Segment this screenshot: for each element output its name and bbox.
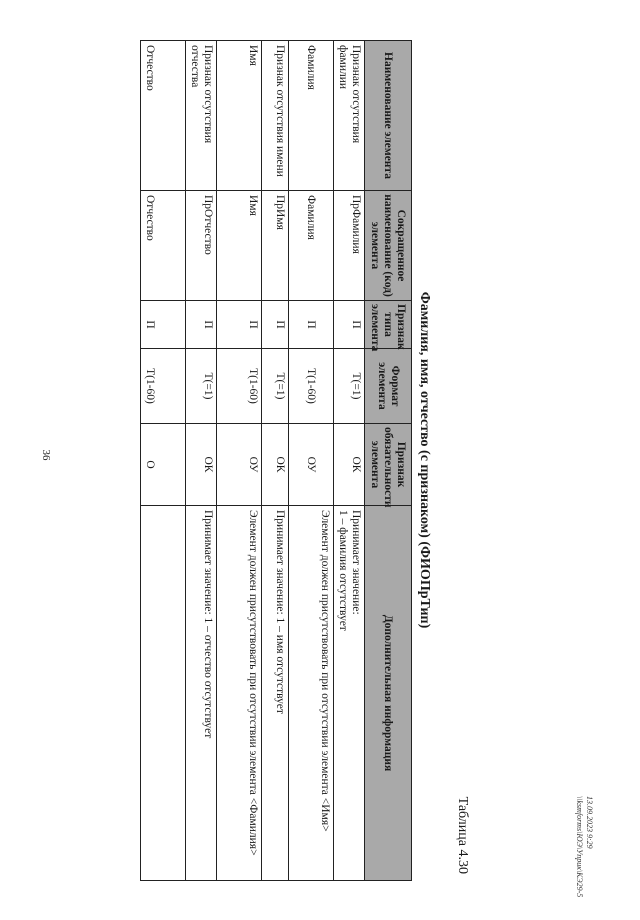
cell-required: ОК [262,424,289,506]
table-title: Фамилия, имя, отчество (с признаком) (ФИОПрТип) [417,291,432,629]
cell-info: Принимает значение: 1 – имя отсутствует [262,506,289,881]
info-line: 1 – фамилия отсутствует [337,510,349,631]
cell-info: Элемент должен присутствовать при отсутствии элемента <Имя> [289,506,334,881]
cell-format: T(1-60) [289,349,334,424]
cell-type: П [141,301,186,349]
header-element-format: Формат элемента [365,349,412,424]
cell-type: П [217,301,262,349]
cell-name: Признак отсутствия имени [262,41,289,191]
cell-type: П [262,301,289,349]
cell-required: ОУ [289,424,334,506]
cell-format: T(=1) [334,349,365,424]
cell-code: ПрИмя [262,191,289,301]
cell-code: Фамилия [289,191,334,301]
table-row [289,41,334,881]
cell-code: ПрФамилия [334,191,365,301]
cell-code: Имя [217,191,262,301]
cell-info [334,506,365,881]
cell-info [141,506,186,881]
cell-name: Признак отсутствия отчества [186,41,217,191]
header-element-type: Признак типа элемента [365,301,412,349]
cell-required: О [141,424,186,506]
print-footer [574,796,594,920]
table-header-row [365,41,412,881]
header-element-name: Наименование элемента [365,41,412,191]
cell-format: T(=1) [186,349,217,424]
table-label: Таблица 4.30 [455,796,470,874]
cell-type: П [289,301,334,349]
info-line: Принимает значение: [350,510,362,615]
cell-name: Имя [217,41,262,191]
cell-name: Фамилия [289,41,334,191]
cell-format: T(=1) [262,349,289,424]
cell-type: П [334,301,365,349]
table-row [186,41,217,881]
cell-required: ОК [334,424,365,506]
cell-format: T(1-60) [217,349,262,424]
rotated-table-block [144,40,470,880]
footer-path: \\ksmforms\ЮЭ\Уприк\КЭ29-5 [575,796,584,898]
table-row [141,41,186,881]
cell-required: ОУ [217,424,262,506]
table-row [262,41,289,881]
cell-type: П [186,301,217,349]
cell-info: Принимает значение: 1 – отчество отсутствует [186,506,217,881]
table-row [217,41,262,881]
cell-info: Элемент должен присутствовать при отсутствии элемента <Фамилия> [217,506,262,881]
elements-table [140,40,412,881]
cell-name: Признак отсутствия фамилии [334,41,365,191]
header-additional-info: Дополнительная информация [365,506,412,881]
cell-code: ПрОтчество [186,191,217,301]
cell-name: Отчество [141,41,186,191]
cell-format: T(1-60) [141,349,186,424]
cell-code: Отчество [141,191,186,301]
footer-date: 13.09.2023 9:29 [585,796,594,849]
cell-required: ОК [186,424,217,506]
header-element-code: Сокращенное наименование (код) элемента [365,191,412,301]
header-element-required: Признак обязательности элемента [365,424,412,506]
page-number: 36 [40,449,52,461]
table-row [334,41,365,881]
